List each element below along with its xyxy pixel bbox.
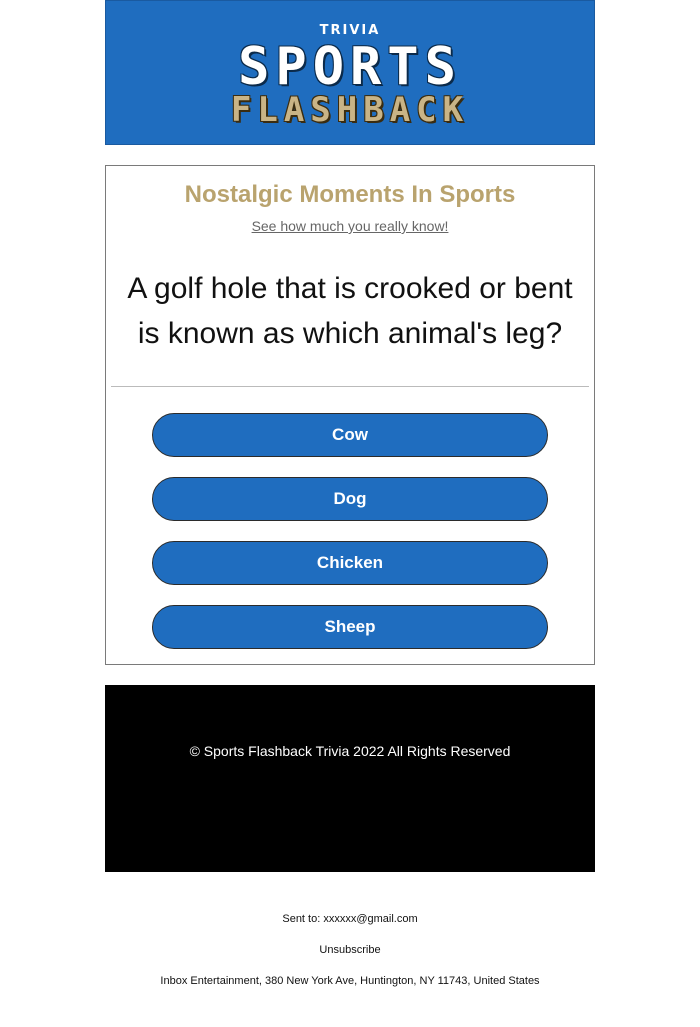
answer-button-dog[interactable]: Dog [152, 477, 548, 521]
divider [111, 386, 589, 387]
answer-button-sheep[interactable]: Sheep [152, 605, 548, 649]
unsubscribe-link[interactable]: Unsubscribe [319, 944, 381, 956]
sent-to-text: Sent to: xxxxxx@gmail.com [282, 913, 418, 925]
answer-list [152, 413, 548, 669]
see-how-much-link[interactable]: See how much you really know! [251, 218, 449, 234]
logo-trivia-text: TRIVIA [319, 23, 381, 38]
address-text: Inbox Entertainment, 380 New York Ave, Huntington, NY 11743, United States [160, 975, 540, 987]
answer-button-chicken[interactable]: Chicken [152, 541, 548, 585]
logo-sports-text: SPORTS [238, 37, 462, 97]
copyright-text: © Sports Flashback Trivia 2022 All Rights Reserved [189, 743, 511, 759]
trivia-card [105, 165, 595, 665]
footer-box [105, 685, 595, 872]
header-banner [105, 0, 595, 145]
question-text: A golf hole that is crooked or bent is known as which animal's leg? [127, 272, 573, 350]
card-title: Nostalgic Moments In Sports [184, 181, 516, 208]
answer-button-cow[interactable]: Cow [152, 413, 548, 457]
logo-flashback-text: FLASHBACK [230, 90, 470, 130]
